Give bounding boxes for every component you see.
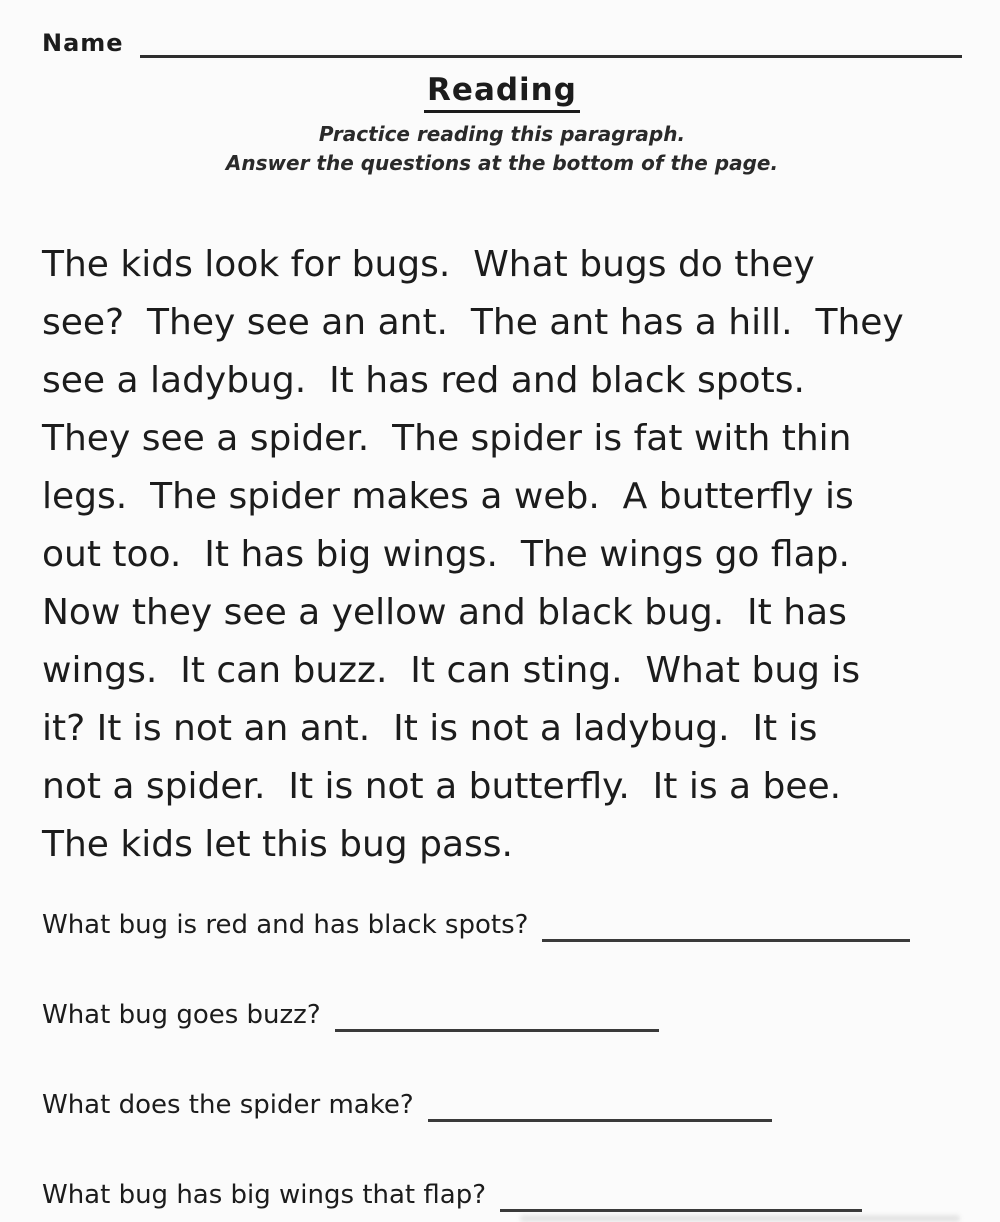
name-answer-blank[interactable] xyxy=(140,28,962,58)
question-text: What does the spider make? xyxy=(42,1090,414,1120)
passage-line: legs. The spider makes a web. A butterfly is xyxy=(42,476,854,517)
passage-line: see? They see an ant. The ant has a hill. They xyxy=(42,302,904,343)
passage-line: out too. It has big wings. The wings go flap. xyxy=(42,534,850,575)
passage-line: They see a spider. The spider is fat with thin xyxy=(42,418,852,459)
question-text: What bug goes buzz? xyxy=(42,1000,321,1030)
passage-line: The kids look for bugs. What bugs do they xyxy=(42,244,815,285)
reading-passage xyxy=(42,236,962,874)
scan-cutoff-artifact xyxy=(520,1215,960,1222)
answer-blank[interactable] xyxy=(500,1182,862,1212)
worksheet-header xyxy=(42,72,962,178)
passage-line: see a ladybug. It has red and black spots. xyxy=(42,360,805,401)
passage-line: The kids let this bug pass. xyxy=(42,824,513,865)
passage-line: not a spider. It is not a butterfly. It is a bee. xyxy=(42,766,842,807)
question-row xyxy=(42,1084,962,1122)
passage-line: Now they see a yellow and black bug. It has xyxy=(42,592,847,633)
page-title: Reading xyxy=(424,72,580,113)
question-row xyxy=(42,904,962,942)
question-row xyxy=(42,1174,962,1212)
name-row xyxy=(42,26,962,58)
passage-line: wings. It can buzz. It can sting. What bug is xyxy=(42,650,861,691)
instructions xyxy=(42,120,962,178)
answer-blank[interactable] xyxy=(428,1092,772,1122)
answer-blank[interactable] xyxy=(335,1002,659,1032)
question-text: What bug has big wings that flap? xyxy=(42,1180,487,1210)
questions-section xyxy=(42,904,962,1212)
name-label: Name xyxy=(42,29,124,57)
question-text: What bug is red and has black spots? xyxy=(42,910,529,940)
passage-line: it? It is not an ant. It is not a ladybug. It is xyxy=(42,708,818,749)
instructions-line-2: Answer the questions at the bottom of the page. xyxy=(225,151,779,175)
answer-blank[interactable] xyxy=(542,912,910,942)
question-row xyxy=(42,994,962,1032)
instructions-line-1: Practice reading this paragraph. xyxy=(318,122,686,146)
